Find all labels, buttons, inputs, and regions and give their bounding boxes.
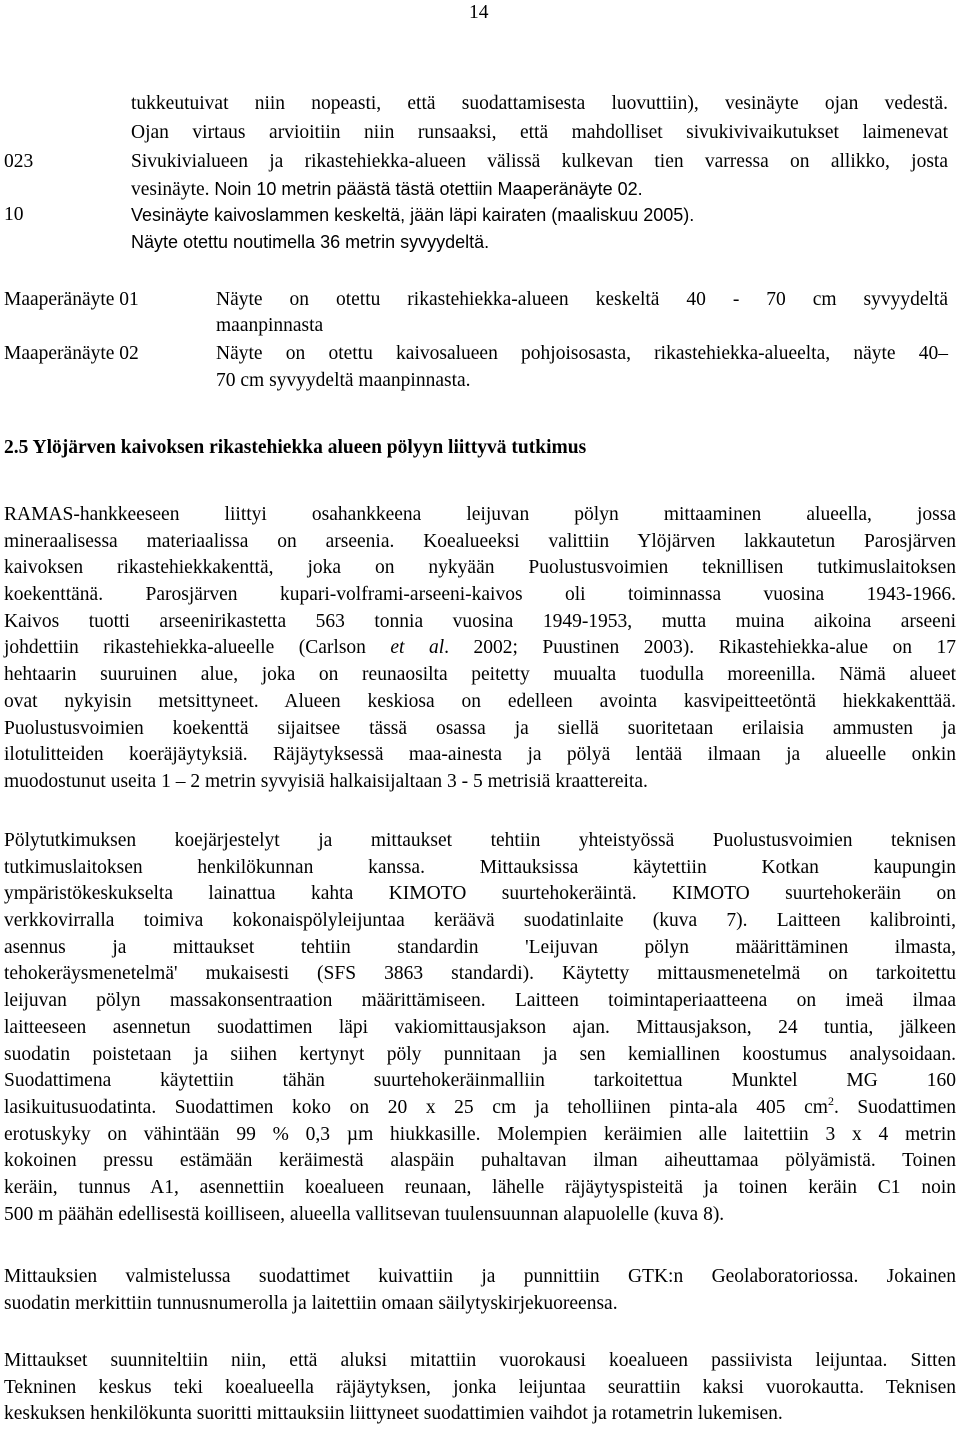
paragraph-line: ovat nykyisin metsittyneet. Alueen keskiosa on edelleen avointa kasvipeitteetöntä hiekkakenttää. [4, 690, 956, 712]
paragraph-line: leijuvan pölyn massakonsentraation määrittämiseen. Laitteen toimintaperiaatteena on imeä ilmaa [4, 990, 956, 1012]
paragraph-line: verkkovirralla toimiva kokonaispölyleijuntaa keräävä suodatinlaite (kuva 7). Laitteen kalibrointi, [4, 910, 956, 932]
paragraph-line: ympäristökeskukselta lainattua kahta KIMOTO suurtehokeräintä. KIMOTO suurtehokeräin on [4, 883, 956, 905]
paragraph-line: Suodattimena käytettiin tähän suurtehokeräinmalliin tarkoitettua Munktel MG 160 [4, 1070, 956, 1092]
definition-text: 70 cm syvyydeltä maanpinnasta. [216, 370, 471, 391]
paragraph-line: 500 m päähän edellisestä koilliseen, alueella vallitsevan tuulensuunnan alapuolelle (kuva 8). [4, 1203, 725, 1225]
definition-text: Näyte on otettu kaivosalueen pohjoisosasta, rikastehiekka-alueelta, näyte 40– [216, 343, 948, 364]
paragraph-line: keräin, tunnus A1, asennettiin koealueen reunaan, lähelle räjäytyspisteitä ja toinen keräin C1 noin [4, 1176, 956, 1198]
sample-description: Vesinäyte kaivoslammen keskeltä, jään läpi kairaten (maaliskuu 2005). [131, 205, 695, 225]
paragraph-line: Mittaukset suunniteltiin niin, että aluksi mitattiin vuorokausi koealueen passiivista leijuntaa. Sitten [4, 1350, 956, 1371]
paragraph [4, 1264, 956, 1317]
paragraph-line: kaivoksen rikastehiekkakenttä, joka on nykyään Puolustusvoimien teknillisen tutkimuslaitoksen [4, 557, 956, 579]
paragraph-line: Puolustusvoimien koekenttä sijaitsee tässä osassa ja siellä suoritetaan erilaisia ammusten ja [4, 717, 956, 739]
paragraph-line: asennus ja mittaukset tehtiin standardin 'Leijuvan pölyn määrittäminen ilmasta, [4, 936, 956, 958]
paragraph-line: suodatin merkittiin tunnusnumerolla ja laitettiin omaan säilytyskirjekuoreensa. [4, 1292, 618, 1314]
sample-description: vesinäyte. Noin 10 metrin päästä tästä otettiin Maaperänäyte 02. [131, 179, 643, 200]
sample-code: 10 [4, 204, 24, 225]
paragraph-line: laitteeseen asennetun suodattimen läpi vakiomittausjakson ajan. Mittausjakson, 24 tuntia, jälkeen [4, 1016, 956, 1038]
paragraph-line: Pölytutkimuksen koejärjestelyt ja mittaukset tehtiin yhteistyössä Puolustusvoimien teknisen [4, 830, 956, 851]
paragraph-line: Mittauksien valmistelussa suodattimet kuivattiin ja punnittiin GTK:n Geolaboratoriossa. Jokainen [4, 1266, 956, 1287]
page-number: 14 [469, 2, 489, 23]
definition-text: maanpinnasta [216, 315, 324, 336]
section-heading: 2.5 Ylöjärven kaivoksen rikastehiekka alueen pölyyn liittyvä tutkimus [4, 437, 587, 458]
paragraph-line: erotuskyky on vähintään 99 % 0,3 µm hiukkasille. Molempien keräimien alle laitettiin 3 x 4 metrin [4, 1123, 956, 1145]
paragraph [4, 502, 956, 796]
paragraph-line: Kaivos tuotti arseenirikastetta 563 tonnia vuosina 1949-1953, mutta muina aikoina arseeni [4, 610, 956, 632]
paragraph-line: lasikuitusuodatinta. Suodattimen koko on 20 x 25 cm ja teholliinen pinta-ala 405 $cm^2$. Suodattimen [4, 1093, 956, 1118]
paragraph-line: ilotulitteiden koeräjäytyksiä. Räjäytyksessä maa-ainesta ja pölyä lentää ilmaan ja alueelle onkin [4, 744, 956, 766]
paragraph [4, 828, 956, 1228]
paragraph-line: johdettiin rikastehiekka-alueelle (Carlson et al. 2002; Puustinen 2003). Rikastehiekka-alue on 17 [4, 637, 956, 659]
paragraph-line: Tekninen keskus teki koealueella räjäytyksen, jonka leijuntaa seurattiin kaksi vuorokautta. Teknisen [4, 1376, 956, 1398]
definition-label: Maaperänäyte 01 [4, 289, 139, 310]
definition-label: Maaperänäyte 02 [4, 343, 139, 364]
paragraph-line: tutkimuslaitoksen henkilökunnan kanssa. Mittauksissa käytettiin Kotkan kaupungin [4, 856, 956, 878]
paragraph-line: tehokeräysmenetelmä' mukaisesti (SFS 3863 standardi). Käytetty mittausmenetelmä on tarkoitettu [4, 963, 956, 985]
paragraph-line: kokoinen pressu estämään keräimestä alaspäin puhaltavan ilman aiheuttamaa pölyämistä. Toinen [4, 1150, 956, 1172]
sample-description: Näyte otettu noutimella 36 metrin syvyydeltä. [131, 232, 490, 252]
sample-description: tukkeutuivat niin nopeasti, että suodattamisesta luovuttiin), vesinäyte ojan vedestä. [131, 93, 948, 114]
paragraph-line: suodatin poistetaan ja siihen kertynyt pöly punnitaan ja sen kemiallinen koostumus analysoidaan. [4, 1043, 956, 1065]
paragraph [4, 1348, 956, 1428]
sample-description: Sivukivialueen ja rikastehiekka-alueen välissä kulkevan tien varressa on allikko, josta [131, 151, 948, 172]
definition-text: Näyte on otettu rikastehiekka-alueen keskeltä 40 - 70 cm syvyydeltä [216, 289, 948, 310]
paragraph-line: hehtaarin suuruinen alue, joka on reunaosilta peitetty muualta tuodulla moreenilla. Nämä alueet [4, 664, 956, 686]
paragraph-line: keskuksen henkilökunta suoritti mittauksiin liittyneet suodattimien vaihdot ja rotametrin lukemisen. [4, 1403, 783, 1425]
sample-code: 023 [4, 151, 34, 172]
paragraph-line: muodostunut useita 1 – 2 metrin syvyisiä halkaisijaltaan 3 - 5 metrisiä kraattereita. [4, 770, 648, 792]
paragraph-line: koekenttänä. Parosjärven kupari-volframi-arseeni-kaivos oli toiminnassa vuosina 1943-1966. [4, 584, 956, 606]
sample-description: Ojan virtaus arvioitiin niin runsaaksi, että mahdolliset sivukivivaikutukset laimenevat [131, 122, 948, 143]
paragraph-line: RAMAS-hankkeeseen liittyi osahankkeena leijuvan pölyn mittaaminen alueella, jossa [4, 504, 956, 525]
paragraph-line: mineraalisessa materiaalissa on arseenia. Koealueeksi valittiin Ylöjärven lakkautetun Parosjärven [4, 530, 956, 552]
